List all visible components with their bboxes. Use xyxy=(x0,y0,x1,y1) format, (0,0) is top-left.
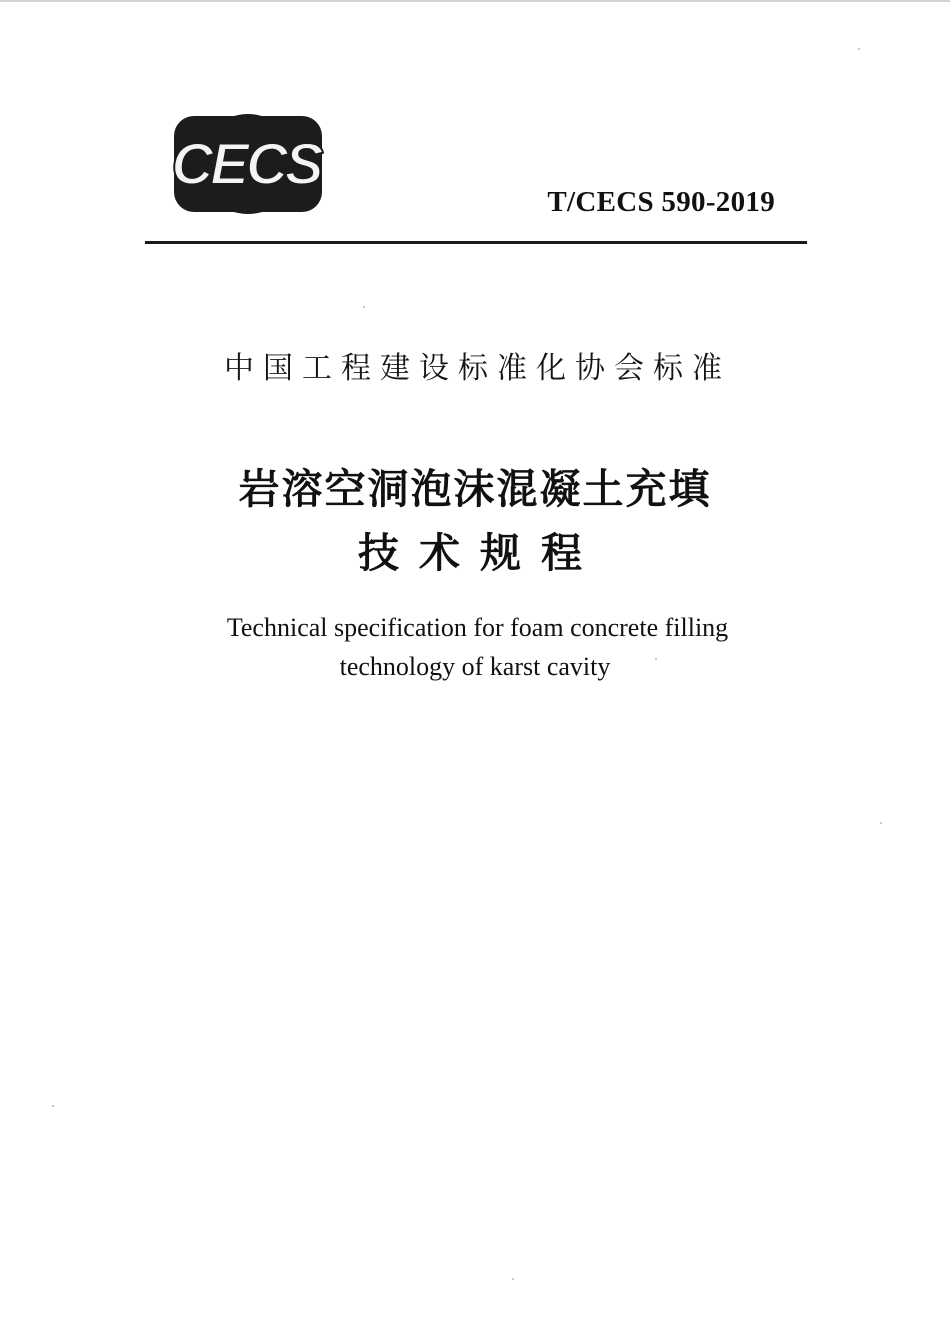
logo-text: CECS xyxy=(171,132,321,197)
scan-speck xyxy=(363,306,365,308)
scan-speck xyxy=(858,48,860,50)
page-top-edge xyxy=(0,0,950,2)
title-cn-line2: 技术规程 xyxy=(358,529,602,577)
title-en-line2: technology of karst cavity xyxy=(339,652,611,681)
scan-speck xyxy=(655,658,657,660)
scan-speck xyxy=(880,822,882,824)
title-en-line1: Technical specification for foam concrete filling xyxy=(226,613,729,642)
scan-speck xyxy=(52,1105,54,1107)
scan-speck xyxy=(512,1278,514,1280)
title-cn-line1: 岩溶空洞泡沫混凝土充填 xyxy=(238,465,712,513)
header-divider xyxy=(145,241,807,244)
standard-number: T/CECS 590-2019 xyxy=(547,186,775,218)
cecs-logo xyxy=(152,112,338,216)
issuer-title: 中国工程建设标准化协会标准 xyxy=(224,351,731,386)
